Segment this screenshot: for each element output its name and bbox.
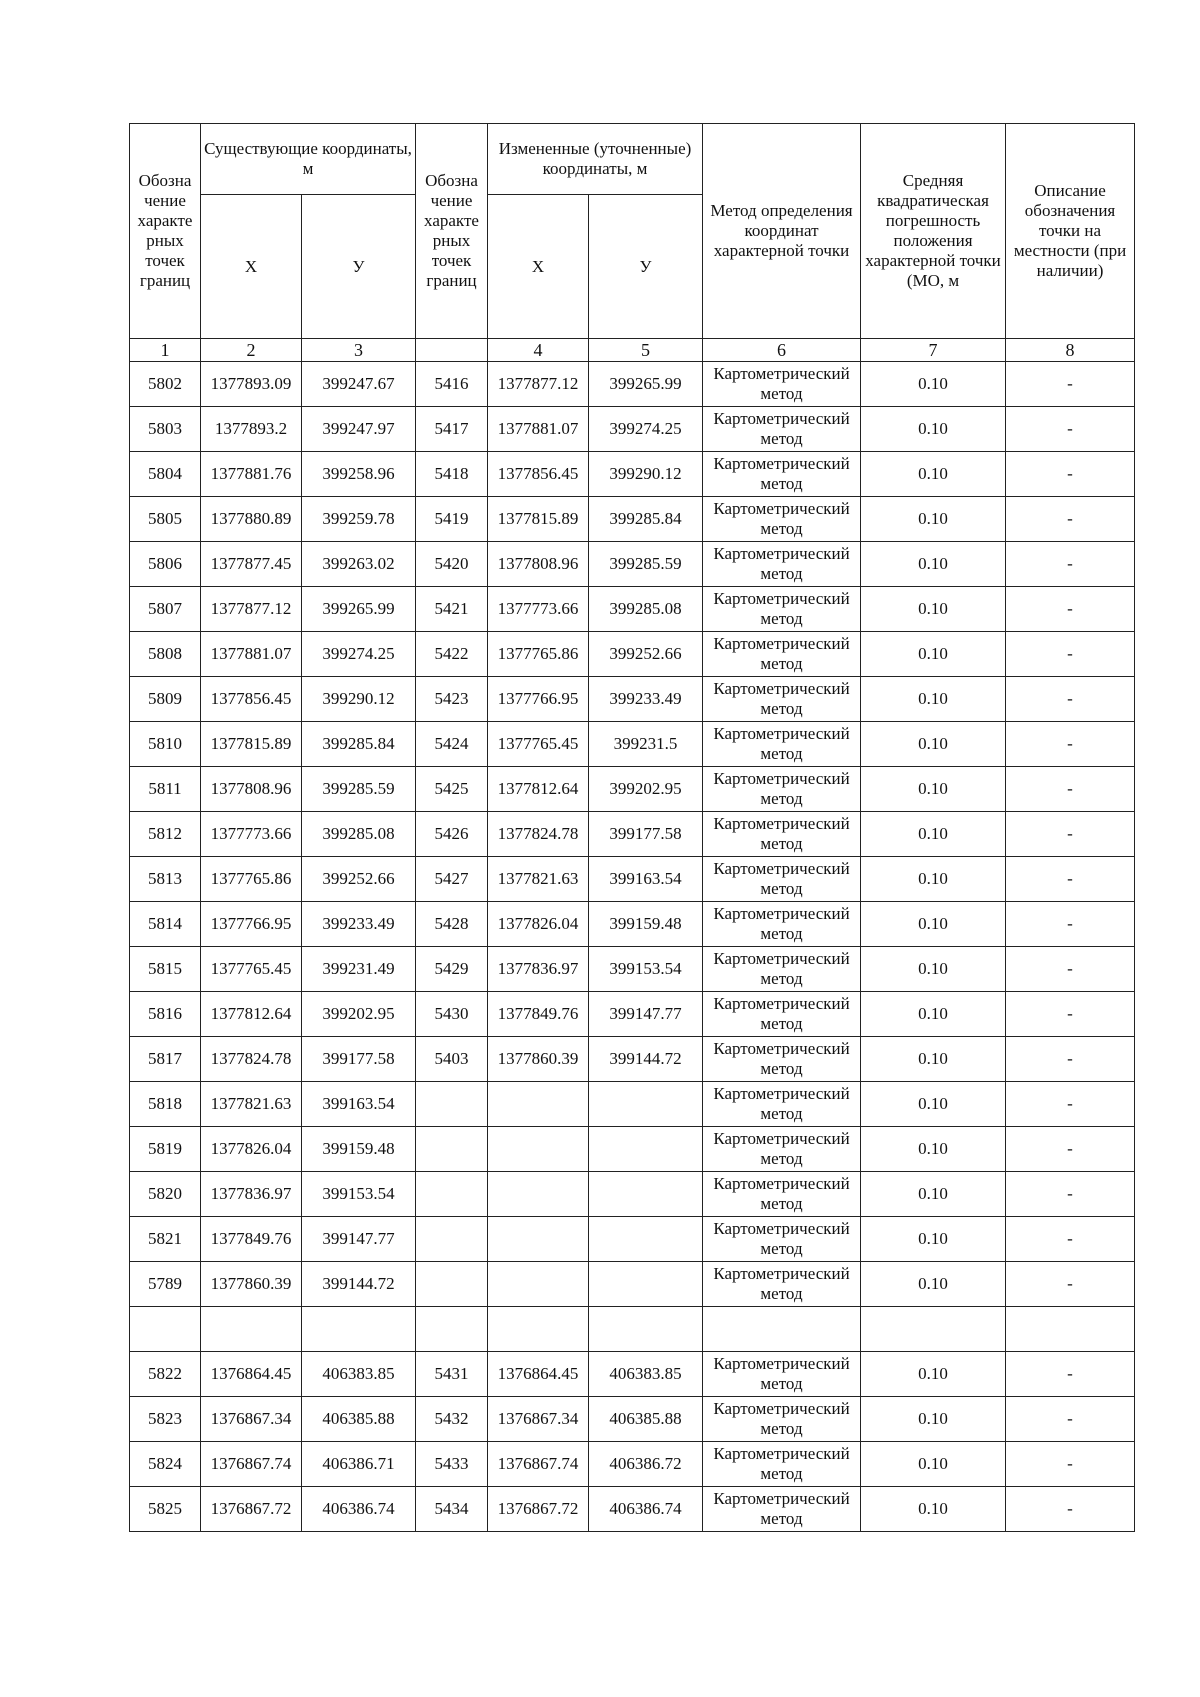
table-row xyxy=(130,452,1135,497)
existing-x: 1376867.72 xyxy=(201,1487,302,1532)
method: Картометрический метод xyxy=(703,857,861,902)
changed-x xyxy=(488,1172,589,1217)
method: Картометрический метод xyxy=(703,1082,861,1127)
point-id-changed xyxy=(416,1262,488,1307)
point-id-existing: 5825 xyxy=(130,1487,201,1532)
table-row xyxy=(130,1082,1135,1127)
mean-square-error: 0.10 xyxy=(861,947,1006,992)
table-body xyxy=(130,339,1135,1532)
existing-y: 399231.49 xyxy=(302,947,416,992)
table-row xyxy=(130,1442,1135,1487)
existing-x: 1376864.45 xyxy=(201,1352,302,1397)
changed-y: 399177.58 xyxy=(589,812,703,857)
changed-y: 399144.72 xyxy=(589,1037,703,1082)
header-mean-square-error: Средняя квадратическая погрешность положения характерной точки (МО, м xyxy=(861,124,1006,339)
changed-y xyxy=(589,1307,703,1352)
column-number: 5 xyxy=(589,339,703,362)
changed-y: 406386.72 xyxy=(589,1442,703,1487)
point-description: - xyxy=(1006,1487,1135,1532)
point-id-existing: 5820 xyxy=(130,1172,201,1217)
table-row xyxy=(130,1397,1135,1442)
point-description: - xyxy=(1006,632,1135,677)
table-row xyxy=(130,857,1135,902)
method: Картометрический метод xyxy=(703,497,861,542)
existing-x: 1377766.95 xyxy=(201,902,302,947)
method: Картометрический метод xyxy=(703,1262,861,1307)
point-id-existing: 5822 xyxy=(130,1352,201,1397)
point-id-changed xyxy=(416,1127,488,1172)
point-id-changed: 5418 xyxy=(416,452,488,497)
existing-y: 399285.84 xyxy=(302,722,416,767)
mean-square-error: 0.10 xyxy=(861,1037,1006,1082)
method: Картометрический метод xyxy=(703,902,861,947)
method: Картометрический метод xyxy=(703,542,861,587)
mean-square-error: 0.10 xyxy=(861,677,1006,722)
point-id-existing: 5805 xyxy=(130,497,201,542)
existing-x: 1377812.64 xyxy=(201,992,302,1037)
changed-x: 1377808.96 xyxy=(488,542,589,587)
point-id-changed: 5430 xyxy=(416,992,488,1037)
method: Картометрический метод xyxy=(703,947,861,992)
point-description: - xyxy=(1006,542,1135,587)
method: Картометрический метод xyxy=(703,767,861,812)
point-id-existing: 5819 xyxy=(130,1127,201,1172)
method: Картометрический метод xyxy=(703,362,861,407)
existing-y: 406385.88 xyxy=(302,1397,416,1442)
column-number xyxy=(416,339,488,362)
changed-y: 399265.99 xyxy=(589,362,703,407)
point-id-changed: 5422 xyxy=(416,632,488,677)
table-row xyxy=(130,812,1135,857)
existing-y: 399285.59 xyxy=(302,767,416,812)
mean-square-error: 0.10 xyxy=(861,1262,1006,1307)
table-row xyxy=(130,1217,1135,1262)
changed-x: 1377773.66 xyxy=(488,587,589,632)
changed-y: 399233.49 xyxy=(589,677,703,722)
header-designation-existing: Обозна чение характе рных точек границ xyxy=(130,124,201,339)
column-number-row xyxy=(130,339,1135,362)
point-description: - xyxy=(1006,407,1135,452)
point-id-changed: 5426 xyxy=(416,812,488,857)
point-description: - xyxy=(1006,1172,1135,1217)
point-id-existing: 5802 xyxy=(130,362,201,407)
method: Картометрический метод xyxy=(703,632,861,677)
method: Картометрический метод xyxy=(703,812,861,857)
mean-square-error: 0.10 xyxy=(861,1082,1006,1127)
point-id-changed xyxy=(416,1172,488,1217)
changed-y: 406385.88 xyxy=(589,1397,703,1442)
table-row xyxy=(130,1127,1135,1172)
point-id-existing: 5823 xyxy=(130,1397,201,1442)
header-designation-changed: Обозна чение характе рных точек границ xyxy=(416,124,488,339)
point-id-changed: 5425 xyxy=(416,767,488,812)
point-description: - xyxy=(1006,1397,1135,1442)
existing-x: 1377765.86 xyxy=(201,857,302,902)
point-id-changed xyxy=(416,1217,488,1262)
existing-y: 399263.02 xyxy=(302,542,416,587)
changed-y: 399290.12 xyxy=(589,452,703,497)
changed-x: 1377877.12 xyxy=(488,362,589,407)
table-row xyxy=(130,632,1135,677)
point-id-changed: 5419 xyxy=(416,497,488,542)
header-existing-y: У xyxy=(302,195,416,339)
changed-y: 406383.85 xyxy=(589,1352,703,1397)
table-row xyxy=(130,902,1135,947)
point-id-changed: 5432 xyxy=(416,1397,488,1442)
existing-y: 399233.49 xyxy=(302,902,416,947)
mean-square-error: 0.10 xyxy=(861,1397,1006,1442)
changed-y: 399285.84 xyxy=(589,497,703,542)
method: Картометрический метод xyxy=(703,452,861,497)
mean-square-error: 0.10 xyxy=(861,767,1006,812)
existing-x: 1377773.66 xyxy=(201,812,302,857)
point-description: - xyxy=(1006,1442,1135,1487)
point-description: - xyxy=(1006,362,1135,407)
point-id-existing: 5816 xyxy=(130,992,201,1037)
header-changed-coordinates: Измененные (уточненные) координаты, м xyxy=(488,124,703,195)
existing-x: 1377765.45 xyxy=(201,947,302,992)
method: Картометрический метод xyxy=(703,1217,861,1262)
existing-x: 1377893.2 xyxy=(201,407,302,452)
mean-square-error: 0.10 xyxy=(861,452,1006,497)
changed-x: 1377765.45 xyxy=(488,722,589,767)
existing-y: 399252.66 xyxy=(302,857,416,902)
point-id-existing: 5807 xyxy=(130,587,201,632)
point-id-changed: 5428 xyxy=(416,902,488,947)
mean-square-error xyxy=(861,1307,1006,1352)
changed-y xyxy=(589,1217,703,1262)
column-number: 6 xyxy=(703,339,861,362)
point-description: - xyxy=(1006,1217,1135,1262)
changed-x: 1377849.76 xyxy=(488,992,589,1037)
mean-square-error: 0.10 xyxy=(861,632,1006,677)
table-row xyxy=(130,1487,1135,1532)
existing-y: 399274.25 xyxy=(302,632,416,677)
mean-square-error: 0.10 xyxy=(861,542,1006,587)
point-id-existing: 5812 xyxy=(130,812,201,857)
point-description xyxy=(1006,1307,1135,1352)
existing-y: 399259.78 xyxy=(302,497,416,542)
point-id-existing: 5811 xyxy=(130,767,201,812)
header-existing-x: X xyxy=(201,195,302,339)
point-id-existing: 5821 xyxy=(130,1217,201,1262)
existing-x: 1377826.04 xyxy=(201,1127,302,1172)
table-row xyxy=(130,1352,1135,1397)
method: Картометрический метод xyxy=(703,992,861,1037)
point-description: - xyxy=(1006,452,1135,497)
existing-y: 399144.72 xyxy=(302,1262,416,1307)
method: Картометрический метод xyxy=(703,1442,861,1487)
point-description: - xyxy=(1006,812,1135,857)
point-description: - xyxy=(1006,677,1135,722)
column-number: 1 xyxy=(130,339,201,362)
mean-square-error: 0.10 xyxy=(861,1487,1006,1532)
table-row xyxy=(130,677,1135,722)
existing-y: 406383.85 xyxy=(302,1352,416,1397)
existing-x xyxy=(201,1307,302,1352)
changed-y: 399274.25 xyxy=(589,407,703,452)
changed-x xyxy=(488,1082,589,1127)
point-id-changed: 5433 xyxy=(416,1442,488,1487)
changed-y: 399153.54 xyxy=(589,947,703,992)
existing-y xyxy=(302,1307,416,1352)
mean-square-error: 0.10 xyxy=(861,992,1006,1037)
changed-x: 1377856.45 xyxy=(488,452,589,497)
existing-x: 1377824.78 xyxy=(201,1037,302,1082)
changed-x: 1377826.04 xyxy=(488,902,589,947)
method xyxy=(703,1307,861,1352)
method: Картометрический метод xyxy=(703,1487,861,1532)
point-id-changed xyxy=(416,1307,488,1352)
coordinates-table xyxy=(129,123,1135,1532)
point-id-existing: 5804 xyxy=(130,452,201,497)
changed-x xyxy=(488,1217,589,1262)
changed-x xyxy=(488,1262,589,1307)
point-id-changed: 5423 xyxy=(416,677,488,722)
changed-y: 399147.77 xyxy=(589,992,703,1037)
changed-y: 399159.48 xyxy=(589,902,703,947)
point-description: - xyxy=(1006,1037,1135,1082)
header-existing-coordinates: Существующие координаты, м xyxy=(201,124,416,195)
existing-y: 399290.12 xyxy=(302,677,416,722)
point-id-existing: 5810 xyxy=(130,722,201,767)
point-id-changed: 5434 xyxy=(416,1487,488,1532)
point-id-changed: 5421 xyxy=(416,587,488,632)
point-description: - xyxy=(1006,1262,1135,1307)
point-id-existing xyxy=(130,1307,201,1352)
point-description: - xyxy=(1006,992,1135,1037)
mean-square-error: 0.10 xyxy=(861,362,1006,407)
header-description: Описание обозначения точки на местности (при наличии) xyxy=(1006,124,1135,339)
method: Картометрический метод xyxy=(703,1397,861,1442)
changed-y: 399163.54 xyxy=(589,857,703,902)
column-number: 4 xyxy=(488,339,589,362)
existing-x: 1377815.89 xyxy=(201,722,302,767)
point-id-changed xyxy=(416,1082,488,1127)
changed-x: 1376867.72 xyxy=(488,1487,589,1532)
mean-square-error: 0.10 xyxy=(861,857,1006,902)
existing-x: 1377856.45 xyxy=(201,677,302,722)
changed-x: 1377881.07 xyxy=(488,407,589,452)
existing-y: 399163.54 xyxy=(302,1082,416,1127)
point-description: - xyxy=(1006,1352,1135,1397)
point-description: - xyxy=(1006,857,1135,902)
point-id-changed: 5417 xyxy=(416,407,488,452)
point-description: - xyxy=(1006,902,1135,947)
table-row xyxy=(130,542,1135,587)
method: Картометрический метод xyxy=(703,722,861,767)
existing-y: 399258.96 xyxy=(302,452,416,497)
existing-y: 399202.95 xyxy=(302,992,416,1037)
existing-x: 1377849.76 xyxy=(201,1217,302,1262)
mean-square-error: 0.10 xyxy=(861,902,1006,947)
mean-square-error: 0.10 xyxy=(861,1217,1006,1262)
point-id-existing: 5817 xyxy=(130,1037,201,1082)
changed-x: 1377860.39 xyxy=(488,1037,589,1082)
point-id-existing: 5809 xyxy=(130,677,201,722)
point-id-existing: 5818 xyxy=(130,1082,201,1127)
existing-x: 1377881.07 xyxy=(201,632,302,677)
header-changed-x: X xyxy=(488,195,589,339)
point-description: - xyxy=(1006,1127,1135,1172)
table-row xyxy=(130,362,1135,407)
existing-y: 399177.58 xyxy=(302,1037,416,1082)
changed-y: 399285.59 xyxy=(589,542,703,587)
existing-y: 399153.54 xyxy=(302,1172,416,1217)
method: Картометрический метод xyxy=(703,1037,861,1082)
changed-x: 1376867.34 xyxy=(488,1397,589,1442)
existing-x: 1377877.45 xyxy=(201,542,302,587)
changed-x: 1377766.95 xyxy=(488,677,589,722)
table-row xyxy=(130,722,1135,767)
changed-y xyxy=(589,1082,703,1127)
point-id-existing: 5808 xyxy=(130,632,201,677)
point-id-changed: 5431 xyxy=(416,1352,488,1397)
existing-y: 406386.74 xyxy=(302,1487,416,1532)
changed-x: 1377824.78 xyxy=(488,812,589,857)
point-id-changed: 5403 xyxy=(416,1037,488,1082)
column-number: 3 xyxy=(302,339,416,362)
table-row xyxy=(130,992,1135,1037)
changed-x: 1376864.45 xyxy=(488,1352,589,1397)
mean-square-error: 0.10 xyxy=(861,1352,1006,1397)
changed-x: 1376867.74 xyxy=(488,1442,589,1487)
mean-square-error: 0.10 xyxy=(861,497,1006,542)
existing-y: 399247.97 xyxy=(302,407,416,452)
table-row xyxy=(130,767,1135,812)
column-number: 7 xyxy=(861,339,1006,362)
point-id-changed: 5416 xyxy=(416,362,488,407)
mean-square-error: 0.10 xyxy=(861,1172,1006,1217)
table-row xyxy=(130,1172,1135,1217)
point-id-existing: 5803 xyxy=(130,407,201,452)
existing-y: 399285.08 xyxy=(302,812,416,857)
table-row xyxy=(130,587,1135,632)
existing-y: 399247.67 xyxy=(302,362,416,407)
changed-y xyxy=(589,1262,703,1307)
changed-y: 399285.08 xyxy=(589,587,703,632)
changed-y xyxy=(589,1127,703,1172)
mean-square-error: 0.10 xyxy=(861,587,1006,632)
changed-x xyxy=(488,1307,589,1352)
existing-y: 399265.99 xyxy=(302,587,416,632)
method: Картометрический метод xyxy=(703,677,861,722)
table-row xyxy=(130,1262,1135,1307)
point-description: - xyxy=(1006,722,1135,767)
method: Картометрический метод xyxy=(703,1172,861,1217)
point-id-changed: 5427 xyxy=(416,857,488,902)
existing-x: 1377893.09 xyxy=(201,362,302,407)
column-number: 2 xyxy=(201,339,302,362)
changed-y: 406386.74 xyxy=(589,1487,703,1532)
changed-x xyxy=(488,1127,589,1172)
changed-x: 1377765.86 xyxy=(488,632,589,677)
point-id-changed: 5429 xyxy=(416,947,488,992)
header-method: Метод определения координат характерной точки xyxy=(703,124,861,339)
header-changed-y: У xyxy=(589,195,703,339)
mean-square-error: 0.10 xyxy=(861,407,1006,452)
existing-x: 1377808.96 xyxy=(201,767,302,812)
table-row xyxy=(130,1307,1135,1352)
point-description: - xyxy=(1006,497,1135,542)
changed-x: 1377836.97 xyxy=(488,947,589,992)
table-row xyxy=(130,1037,1135,1082)
existing-x: 1377880.89 xyxy=(201,497,302,542)
changed-y: 399231.5 xyxy=(589,722,703,767)
existing-x: 1376867.34 xyxy=(201,1397,302,1442)
table-row xyxy=(130,947,1135,992)
existing-y: 399147.77 xyxy=(302,1217,416,1262)
point-description: - xyxy=(1006,1082,1135,1127)
table-row xyxy=(130,407,1135,452)
changed-x: 1377812.64 xyxy=(488,767,589,812)
existing-x: 1377877.12 xyxy=(201,587,302,632)
method: Картометрический метод xyxy=(703,587,861,632)
changed-y xyxy=(589,1172,703,1217)
point-id-changed: 5424 xyxy=(416,722,488,767)
table-row xyxy=(130,497,1135,542)
existing-x: 1377821.63 xyxy=(201,1082,302,1127)
existing-x: 1377881.76 xyxy=(201,452,302,497)
existing-x: 1377860.39 xyxy=(201,1262,302,1307)
method: Картометрический метод xyxy=(703,1352,861,1397)
existing-y: 399159.48 xyxy=(302,1127,416,1172)
point-id-existing: 5789 xyxy=(130,1262,201,1307)
point-description: - xyxy=(1006,767,1135,812)
point-description: - xyxy=(1006,587,1135,632)
changed-y: 399202.95 xyxy=(589,767,703,812)
changed-x: 1377821.63 xyxy=(488,857,589,902)
existing-x: 1377836.97 xyxy=(201,1172,302,1217)
existing-x: 1376867.74 xyxy=(201,1442,302,1487)
point-description: - xyxy=(1006,947,1135,992)
point-id-existing: 5813 xyxy=(130,857,201,902)
column-number: 8 xyxy=(1006,339,1135,362)
mean-square-error: 0.10 xyxy=(861,722,1006,767)
changed-x: 1377815.89 xyxy=(488,497,589,542)
mean-square-error: 0.10 xyxy=(861,812,1006,857)
method: Картометрический метод xyxy=(703,407,861,452)
mean-square-error: 0.10 xyxy=(861,1442,1006,1487)
mean-square-error: 0.10 xyxy=(861,1127,1006,1172)
method: Картометрический метод xyxy=(703,1127,861,1172)
point-id-changed: 5420 xyxy=(416,542,488,587)
point-id-existing: 5815 xyxy=(130,947,201,992)
point-id-existing: 5824 xyxy=(130,1442,201,1487)
existing-y: 406386.71 xyxy=(302,1442,416,1487)
changed-y: 399252.66 xyxy=(589,632,703,677)
point-id-existing: 5806 xyxy=(130,542,201,587)
point-id-existing: 5814 xyxy=(130,902,201,947)
